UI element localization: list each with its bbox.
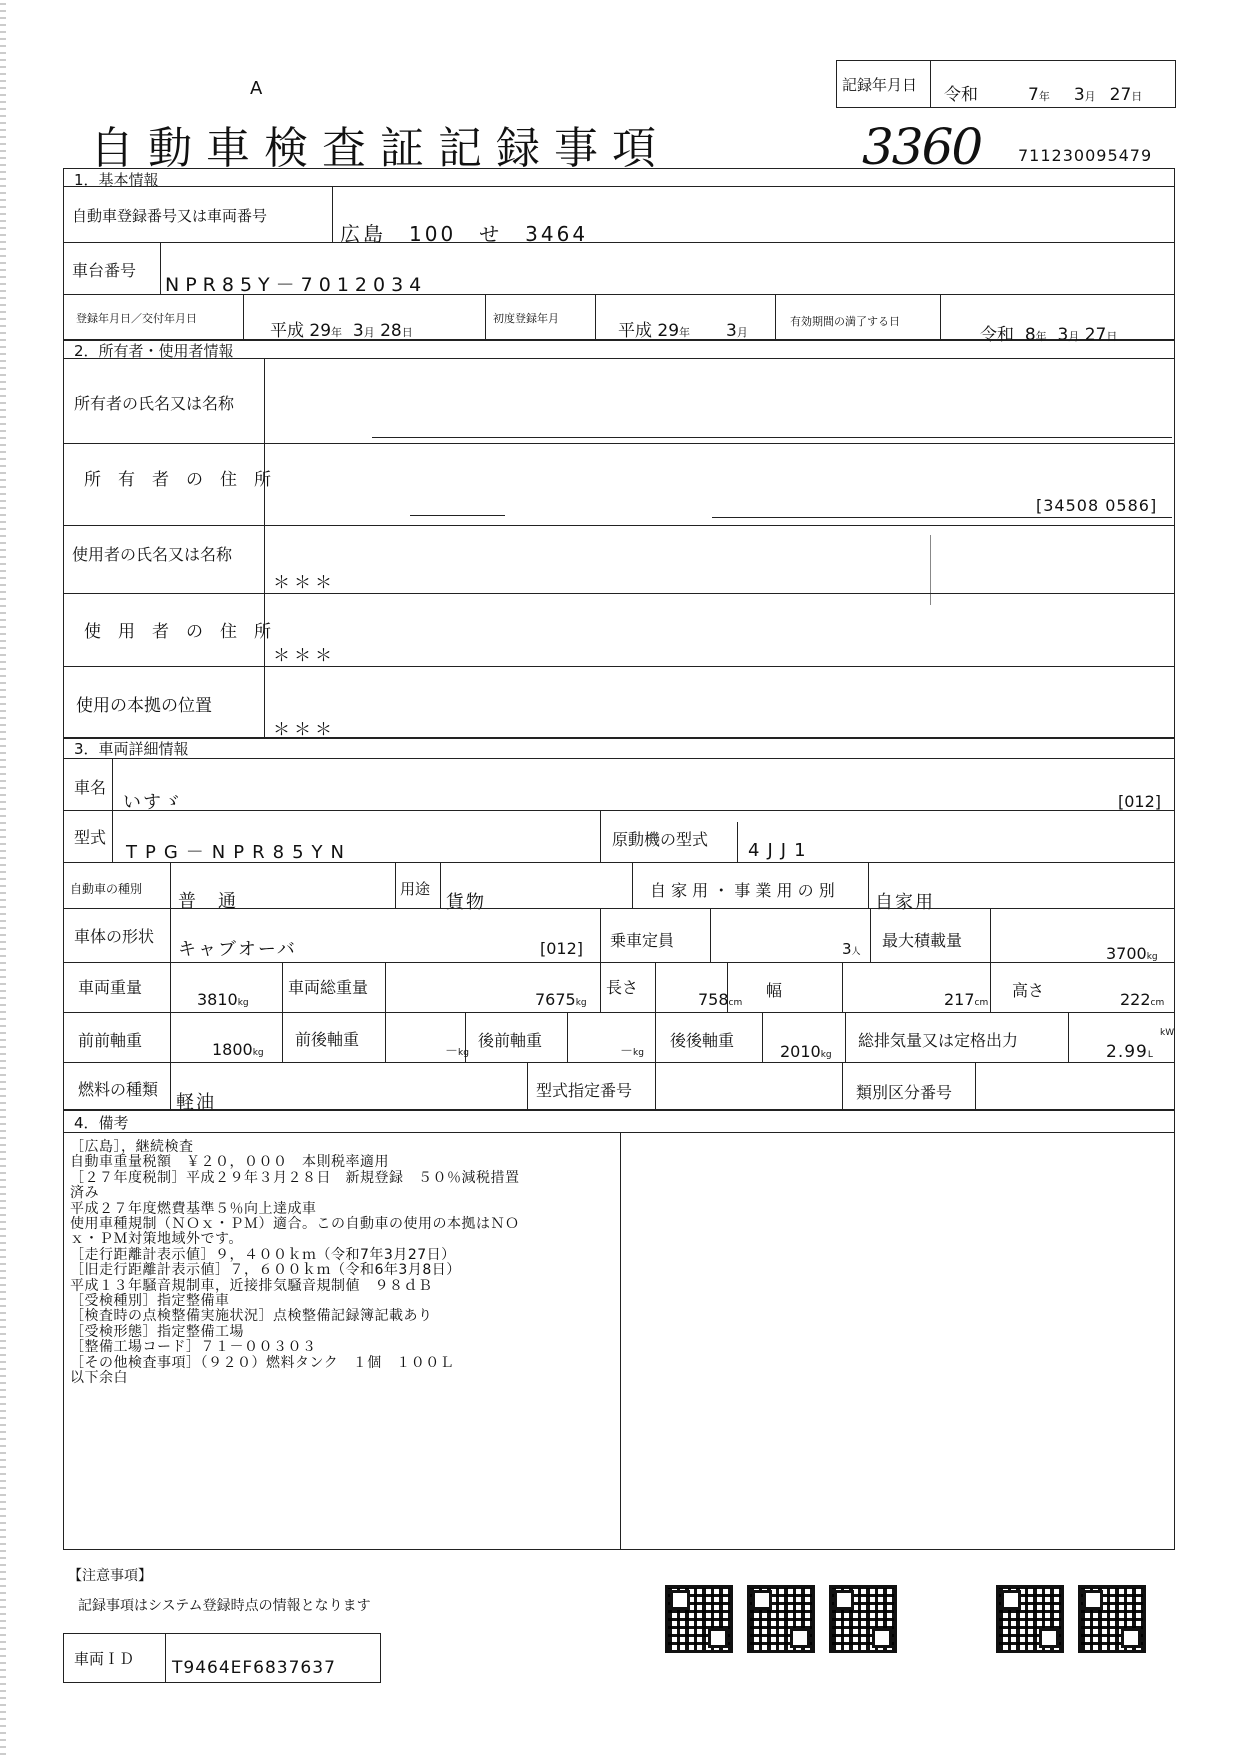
private-value: 自家用 xyxy=(875,892,935,913)
remarks-line: ［走行距離計表示値］９，４００ｋｍ（令和7年3月27日） xyxy=(70,1246,456,1263)
reg-date-label: 登録年月日／交付年月日 xyxy=(76,312,197,325)
private-label: 自 家 用 ・ 事 業 用 の 別 xyxy=(650,881,835,900)
model-value: TPG－NPR85YN xyxy=(126,842,352,863)
document-number: 711230095479 xyxy=(1018,146,1153,165)
body-code: [012] xyxy=(540,939,584,958)
remarks-line: 以下余白 xyxy=(70,1370,128,1387)
page-title: 自動車検査証記録事項 xyxy=(90,123,670,174)
chassis-label: 車台番号 xyxy=(72,261,137,280)
body-label: 車体の形状 xyxy=(74,927,155,946)
section-remarks-title: 4．備考 xyxy=(74,1114,129,1132)
user-address-label: 使 用 者 の 住 所 xyxy=(84,622,271,642)
rr-axle-label: 後後軸重 xyxy=(670,1031,735,1050)
owner-address-code: [34508 0586] xyxy=(1036,496,1158,515)
displacement-label: 総排気量又は定格出力 xyxy=(858,1031,1019,1050)
remarks-line: 平成２７年度燃費基準５％向上達成車 xyxy=(70,1200,317,1217)
record-date-label: 記録年月日 xyxy=(842,76,918,94)
kw-unit: kW xyxy=(1160,1028,1175,1038)
width-label: 幅 xyxy=(766,981,783,1000)
qr-code-1 xyxy=(665,1585,733,1653)
notice-title: 【注意事項】 xyxy=(68,1568,152,1584)
height-label: 高さ xyxy=(1012,981,1045,1000)
remarks-list xyxy=(70,1140,615,1387)
use-label: 用途 xyxy=(400,880,431,898)
capacity-value: 3人 xyxy=(842,940,861,958)
section-basic-title: 1．基本情報 xyxy=(74,171,159,189)
body-value: キャブオーバ xyxy=(178,939,297,960)
remarks-line: 自動車重量税額 ￥２０，０００ 本則税率適用 xyxy=(70,1154,389,1171)
scan-edge xyxy=(0,0,6,1755)
user-name-label: 使用者の氏名又は名称 xyxy=(72,545,233,564)
maxload-label: 最大積載量 xyxy=(882,931,963,950)
reg-number-value: 広島 100 せ 3464 xyxy=(340,222,589,246)
remarks-line: 使用車種規制（ＮＯｘ・ＰＭ）適合。この自動車の使用の本拠はＮＯ xyxy=(70,1216,520,1233)
handwritten-number: 3360 xyxy=(862,118,982,176)
first-reg-value: 平成 29年 3月 xyxy=(618,321,748,341)
remarks-line: ［その他検査事項］（９２０）燃料タンク １個 １００Ｌ xyxy=(70,1354,455,1371)
fr-axle-label: 前後軸重 xyxy=(295,1030,360,1049)
form-mark: A xyxy=(250,78,263,99)
remarks-line: 済み xyxy=(70,1185,99,1202)
gross-label: 車両総重量 xyxy=(288,978,369,997)
kind-label: 自動車の種別 xyxy=(70,882,143,896)
fr-axle-value: －kg xyxy=(445,1044,469,1059)
model-label: 型式 xyxy=(74,828,107,847)
width-value: 217cm xyxy=(944,990,989,1009)
vehicle-id-value: T9464EF6837637 xyxy=(172,1658,336,1678)
length-value: 758cm xyxy=(698,990,743,1009)
remarks-line: ｘ・ＰＭ対策地域外です。 xyxy=(70,1231,243,1248)
vehicle-name-code: [012] xyxy=(1118,792,1162,811)
notice-text: 記録事項はシステム登録時点の情報となります xyxy=(78,1598,371,1614)
vehicle-name-value: いすゞ xyxy=(123,792,183,813)
rr-axle-value: 2010kg xyxy=(780,1042,832,1061)
engine-label: 原動機の型式 xyxy=(612,830,709,849)
vehicle-name-label: 車名 xyxy=(74,778,107,797)
vehicle-id-label: 車両ＩＤ xyxy=(74,1650,135,1668)
qr-code-4 xyxy=(996,1585,1064,1653)
length-label: 長さ xyxy=(606,978,639,997)
qr-code-3 xyxy=(829,1585,897,1653)
record-date-value: 令和 7年 3月 27日 xyxy=(944,85,1143,105)
remarks-line: 平成１３年騒音規制車，近接排気騒音規制値 ９８ｄＢ xyxy=(70,1277,433,1294)
weight-label: 車両重量 xyxy=(78,978,143,997)
section-owner-title: 2．所有者・使用者情報 xyxy=(74,342,234,360)
gross-value: 7675kg xyxy=(535,990,587,1009)
chassis-value: NPR85Y－7012034 xyxy=(165,274,428,296)
capacity-label: 乗車定員 xyxy=(610,931,675,950)
remarks-line: ［広島］，継続検査 xyxy=(70,1139,194,1155)
type-designation-label: 型式指定番号 xyxy=(536,1081,633,1100)
user-name-value: ＊＊＊ xyxy=(273,573,336,593)
rf-axle-label: 後前軸重 xyxy=(478,1031,543,1050)
remarks-line: ［整備工場コード］７１－００３０３ xyxy=(70,1339,317,1356)
base-label: 使用の本拠の位置 xyxy=(76,696,212,716)
base-value: ＊＊＊ xyxy=(273,720,336,740)
owner-address-label: 所 有 者 の 住 所 xyxy=(84,470,271,490)
displacement-value: 2.99L xyxy=(1106,1042,1154,1062)
section-vehicle-title: 3．車両詳細情報 xyxy=(74,740,189,758)
reg-number-label: 自動車登録番号又は車両番号 xyxy=(72,207,268,225)
weight-value: 3810kg xyxy=(197,990,249,1009)
owner-name-label: 所有者の氏名又は名称 xyxy=(74,394,235,413)
reg-date-value: 平成 29年 3月 28日 xyxy=(270,321,413,341)
expiry-value: 令和 8年 3月 27日 xyxy=(980,325,1118,345)
remarks-line: ［受検形態］指定整備工場 xyxy=(70,1323,244,1340)
ff-axle-value: 1800kg xyxy=(212,1040,264,1059)
expiry-label: 有効期間の満了する日 xyxy=(790,315,900,328)
basic-info-frame xyxy=(63,168,1175,340)
maxload-value: 3700kg xyxy=(1106,944,1158,963)
fuel-label: 燃料の種類 xyxy=(78,1080,159,1099)
qr-code-5 xyxy=(1078,1585,1146,1653)
category-label: 類別区分番号 xyxy=(856,1083,953,1102)
remarks-line: ［受検種別］指定整備車 xyxy=(70,1293,230,1310)
first-reg-label: 初度登録年月 xyxy=(493,312,559,325)
fuel-value: 軽油 xyxy=(176,1092,216,1113)
kind-value: 普 通 xyxy=(178,891,238,912)
engine-value: 4JJ1 xyxy=(748,840,814,861)
height-value: 222cm xyxy=(1120,990,1165,1009)
ff-axle-label: 前前軸重 xyxy=(78,1031,143,1050)
use-value: 貨物 xyxy=(446,892,486,913)
rf-axle-value: －kg xyxy=(620,1044,644,1059)
qr-code-2 xyxy=(747,1585,815,1653)
remarks-line: ［検査時の点検整備実施状況］点検整備記録簿記載あり xyxy=(70,1308,433,1325)
remarks-line: ［旧走行距離計表示値］７，６００ｋｍ（令和6年3月8日） xyxy=(70,1262,461,1279)
user-address-value: ＊＊＊ xyxy=(273,646,336,666)
remarks-line: ［２７年度税制］平成２９年３月２８日 新規登録 ５０％減税措置 xyxy=(70,1169,520,1186)
